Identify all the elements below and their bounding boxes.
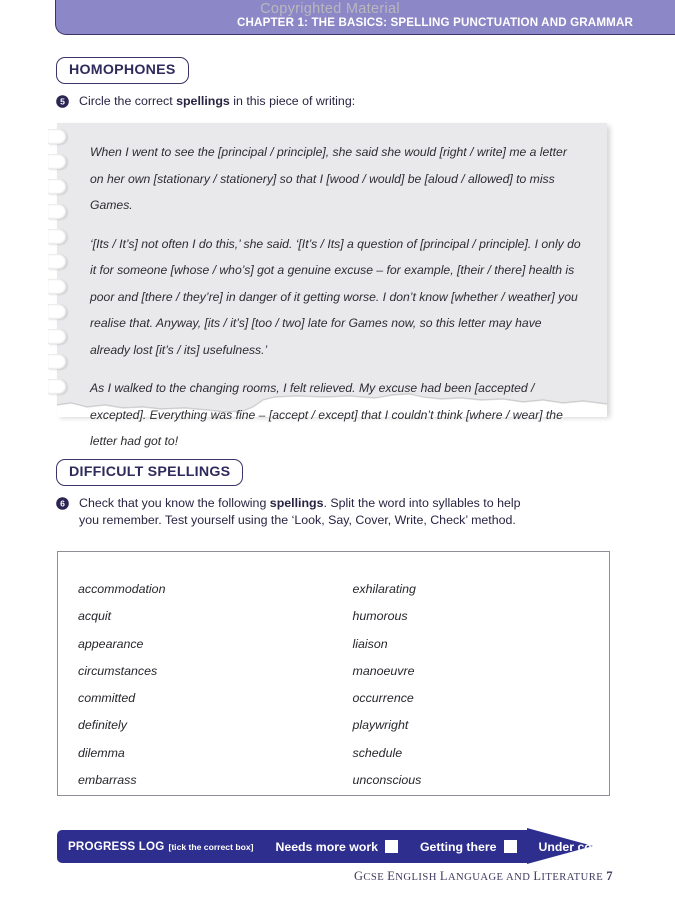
svg-text:5: 5 — [60, 96, 65, 107]
task-difficult-spellings-text — [79, 495, 526, 528]
section-pill-difficult-spellings: DIFFICULT SPELLINGS — [56, 459, 243, 486]
spelling-word: exhilarating — [352, 582, 416, 596]
task-text-suffix: in this piece of writing: — [229, 94, 356, 108]
footer-text: NGLISH — [395, 872, 440, 883]
svg-text:6: 6 — [60, 498, 65, 509]
spelling-word-box — [57, 551, 610, 796]
word-column-left — [58, 552, 335, 795]
progress-option-label: Getting there — [419, 839, 497, 854]
spelling-word: schedule — [352, 745, 403, 760]
binding-hole — [48, 204, 67, 219]
progress-option-label: Needs more work — [275, 839, 378, 854]
spelling-word: accommodation — [78, 582, 166, 596]
spelling-word: playwright — [352, 718, 409, 733]
binding-hole — [48, 304, 67, 319]
spelling-word: manoeuvre — [352, 663, 415, 678]
progress-log — [57, 830, 620, 863]
chapter-title: CHAPTER 1: THE BASICS: SPELLING PUNCTUATION AND GRAMMAR — [237, 16, 633, 29]
spelling-word: liaison — [352, 636, 388, 651]
page-footer — [354, 869, 613, 884]
notepad-binding-holes — [57, 129, 79, 401]
spelling-word: circumstances — [78, 663, 158, 678]
chapter-header-bar — [55, 0, 675, 35]
copyright-watermark: Copyrighted Material — [260, 1, 400, 17]
footer-text: ITERATURE — [541, 872, 607, 883]
progress-option-under-control[interactable] — [539, 840, 640, 854]
footer-text: L — [533, 869, 542, 883]
spelling-word: acquit — [78, 609, 112, 624]
spelling-word: embarrass — [78, 773, 137, 788]
progress-checkbox-getting-there[interactable] — [504, 840, 517, 853]
task-text-suffix: . Split the word into syllables to help you remember. Test yourself using the ‘Look, Say, Cover, Write, Check’ method. — [79, 496, 521, 527]
notepad-paragraph: When I went to see the [principal / principle], she said she would [right / write] me a letter on her own [stationary / stationery] so that I [wood / would] be [aloud / allowed] to miss Games. — [90, 145, 567, 212]
spelling-word: unconscious — [352, 773, 422, 788]
progress-log-bar — [57, 830, 620, 863]
spelling-word: dilemma — [78, 745, 125, 760]
footer-text: ANGUAGE AND — [447, 872, 534, 883]
footer-text: CSE — [363, 872, 388, 883]
task-text-prefix: Circle the correct — [79, 94, 177, 108]
notepad-text-body — [90, 139, 582, 455]
task-difficult-spellings — [56, 495, 526, 528]
notepad-paragraph: ‘[Its / It’s] not often I do this,’ she said. ‘[It’s / Its] a question of [principal / principle]. I only do it for someone [whose / who’s] got a genuine excuse – for example, [their / there] health is poor and [there / they’re] in danger of it getting worse. I don’t know [whether / weather] you realise that. Anyway, [its / it’s] [too / two] late for Games now, so this letter may have already lost [it’s / its] usefulness.’ — [90, 236, 581, 357]
task-text-bold: spellings — [176, 94, 230, 108]
progress-option-needs-more-work[interactable] — [275, 840, 398, 854]
binding-hole — [48, 379, 67, 394]
binding-hole — [48, 329, 67, 344]
task-text-prefix: Check that you know the following — [79, 496, 270, 510]
spelling-word: appearance — [78, 636, 144, 651]
circled-6-icon — [56, 497, 69, 510]
task-text-bold: spellings — [269, 496, 324, 510]
word-column-right — [335, 552, 610, 795]
task-homophones-text — [79, 93, 355, 110]
binding-hole — [48, 229, 67, 244]
binding-hole — [48, 254, 67, 269]
footer-page-number: 7 — [606, 869, 613, 883]
footer-text: E — [387, 869, 396, 883]
binding-hole — [48, 279, 67, 294]
binding-hole — [48, 354, 67, 369]
progress-log-title: PROGRESS LOG — [68, 840, 165, 853]
progress-log-subtitle: [tick the correct box] — [168, 841, 254, 852]
section-pill-homophones: HOMOPHONES — [56, 57, 189, 84]
progress-option-label: Under control — [538, 839, 620, 854]
binding-hole — [48, 154, 67, 169]
spelling-word: humorous — [352, 609, 408, 624]
spelling-word: committed — [78, 691, 136, 706]
footer-text: G — [353, 869, 364, 883]
progress-checkbox-under-control[interactable] — [626, 840, 639, 853]
progress-option-getting-there[interactable] — [420, 840, 517, 854]
spelling-word: definitely — [78, 718, 127, 733]
footer-text: L — [439, 869, 448, 883]
binding-hole — [48, 179, 67, 194]
spelling-word: occurrence — [352, 691, 414, 706]
binding-hole — [48, 129, 67, 144]
notepad-paragraph: As I walked to the changing rooms, I felt relieved. My excuse had been [accepted / excepted]. Everything was fine – [accept / except] that I couldn’t think [where / wear] the letter had got to! — [90, 381, 563, 448]
notepad-panel — [57, 123, 607, 448]
task-homophones — [56, 93, 596, 110]
circled-5-icon — [56, 95, 69, 108]
progress-checkbox-needs-more-work[interactable] — [385, 840, 398, 853]
